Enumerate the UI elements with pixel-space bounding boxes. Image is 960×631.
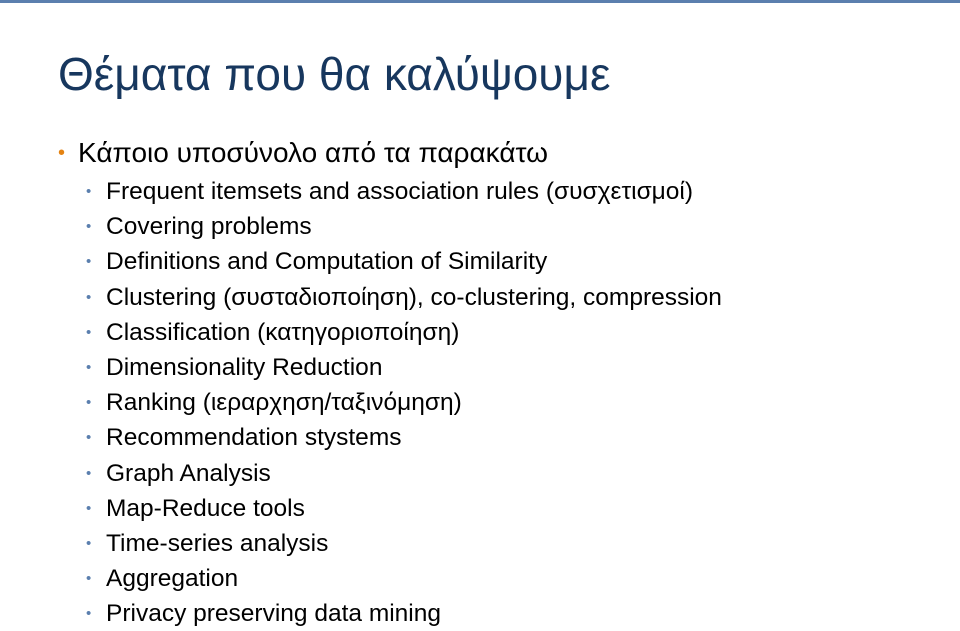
topic-text: Aggregation (106, 565, 239, 593)
topic-list-item (58, 385, 938, 420)
orange-bullet-icon: • (58, 142, 66, 164)
topic-list-item (58, 350, 938, 385)
topic-text: Clustering (συσταδιοποίηση), co-clustering, compression (106, 283, 722, 311)
topic-text: Covering problems (106, 213, 312, 241)
topic-text: Dimensionality Reduction (106, 353, 383, 381)
blue-bullet-icon: • (86, 253, 92, 271)
slide-title: Θέματα που θα καλύψουμε (58, 48, 611, 100)
topic-text: Recommendation stystems (106, 424, 402, 452)
blue-bullet-icon: • (86, 358, 92, 376)
blue-bullet-icon: • (86, 394, 92, 412)
topic-list-item (58, 174, 938, 209)
topic-text: Graph Analysis (106, 459, 271, 487)
topic-list-item (58, 561, 938, 596)
topic-list-item (58, 526, 938, 561)
topic-list-item (58, 315, 938, 350)
topic-list-item (58, 209, 938, 244)
topic-list-item (58, 491, 938, 526)
top-rule (0, 0, 960, 3)
blue-bullet-icon: • (86, 288, 92, 306)
topic-text: Classification (κατηγοριοποίηση) (106, 318, 460, 346)
topic-text: Privacy preserving data mining (106, 600, 441, 628)
blue-bullet-icon: • (86, 499, 92, 517)
topic-text: Map-Reduce tools (106, 494, 305, 522)
blue-bullet-icon: • (86, 218, 92, 236)
topic-list-item (58, 596, 938, 631)
topic-list (58, 174, 938, 631)
level1-text: Κάποιο υποσύνολο από τα παρακάτω (78, 137, 549, 168)
level1-bullet-item (58, 136, 938, 170)
topic-list-item (58, 244, 938, 279)
blue-bullet-icon: • (86, 534, 92, 552)
topic-text: Frequent itemsets and association rules (συσχετισμοί) (106, 178, 694, 205)
topic-list-item (58, 420, 938, 455)
blue-bullet-icon: • (86, 464, 92, 482)
topic-list-item (58, 456, 938, 491)
topic-text: Time-series analysis (106, 529, 329, 557)
topic-text: Definitions and Computation of Similarity (106, 248, 548, 276)
topic-list-item (58, 280, 938, 315)
topic-text: Ranking (ιεραρχηση/ταξινόμηση) (106, 389, 462, 417)
blue-bullet-icon: • (86, 605, 92, 623)
blue-bullet-icon: • (86, 429, 92, 447)
blue-bullet-icon: • (86, 570, 92, 588)
slide-content (58, 136, 938, 631)
blue-bullet-icon: • (86, 323, 92, 341)
blue-bullet-icon: • (86, 183, 92, 200)
